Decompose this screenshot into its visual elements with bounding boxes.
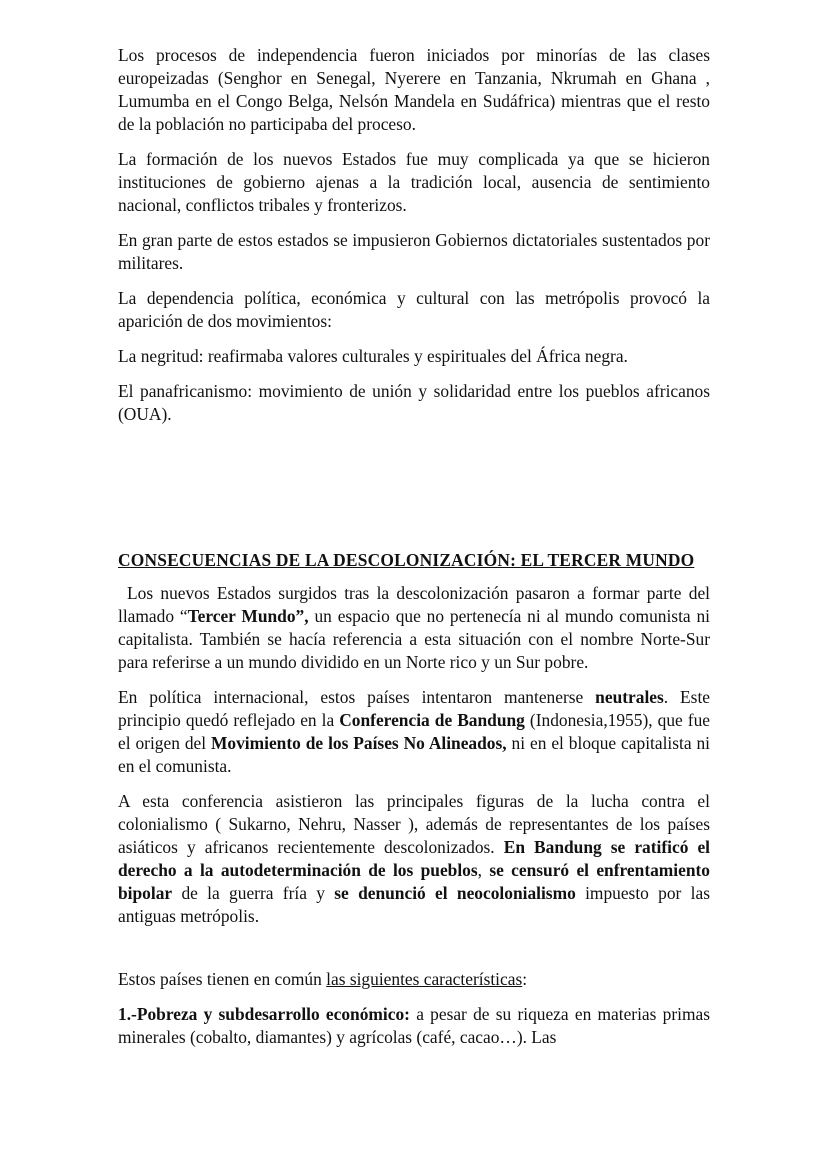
- bold-term: se censuró el enfrentamiento bipolar: [118, 860, 710, 903]
- paragraph-bandung-conference: [118, 790, 710, 928]
- text-run: Estos países tienen en común: [118, 969, 327, 989]
- text-run: En política internacional, estos países intentaron mantenerse: [118, 687, 596, 707]
- bold-term: Conferencia de Bandung: [339, 710, 525, 730]
- paragraph-independence-minorities: Los procesos de independencia fueron iniciados por minorías de las clases europeizadas (Senghor en Senegal, Nyerere en Tanzania, Nkrumah en Ghana , Lumumba en el Congo Belga, Nelsón Mandela en Sudáfrica) mientras que el resto de la población no participaba del proceso.: [118, 45, 710, 134]
- spacer: [118, 438, 710, 549]
- paragraph-politica-internacional: [118, 686, 710, 778]
- bold-term: En Bandung se ratificó el derecho a la autodeterminación de los pueblos: [118, 837, 711, 880]
- paragraph-pobreza: [118, 1003, 710, 1049]
- text-run: un espacio que no pertenecía ni al mundo comunista ni capitalista. También se hacía referencia a esta situación con el nombre Norte-Sur para referirse a un mundo dividido en un Norte rico y un Sur pobre.: [118, 606, 710, 672]
- paragraph-state-formation: La formación de los nuevos Estados fue muy complicada ya que se hicieron instituciones de gobierno ajenas a la tradición local, ausencia de sentimiento nacional, conflictos tribales y fronterizos.: [118, 149, 710, 215]
- paragraph-dictatorial-governments: En gran parte de estos estados se impusieron Gobiernos dictatoriales sustentados por militares.: [118, 230, 710, 273]
- text-run: :: [522, 969, 528, 989]
- bold-term: neutrales: [595, 687, 664, 707]
- text-run: Los nuevos Estados surgidos tras la descolonización pasaron a formar parte del llamado “: [118, 583, 710, 626]
- text-run: ,: [477, 860, 490, 880]
- paragraph-dependence: La dependencia política, económica y cultural con las metrópolis provocó la aparición de dos movimientos:: [118, 288, 710, 331]
- text-run: . Este principio quedó reflejado en la: [118, 687, 710, 730]
- paragraph-negritud: La negritud: reafirmaba valores culturales y espirituales del África negra.: [118, 346, 628, 366]
- text-run: ni en el bloque capitalista ni en el comunista.: [118, 733, 710, 776]
- bold-term: 1.-Pobreza y subdesarrollo económico:: [118, 1004, 410, 1024]
- paragraph-tercer-mundo: [118, 582, 710, 674]
- underlined-term: las siguientes características: [326, 969, 523, 989]
- bold-term: se denunció el neocolonialismo: [334, 883, 576, 903]
- section-heading: CONSECUENCIAS DE LA DESCOLONIZACIÓN: EL TERCER MUNDO: [118, 550, 695, 570]
- bold-term: Tercer Mundo”,: [187, 606, 309, 626]
- spacer: [118, 940, 710, 968]
- text-run: a pesar de su riqueza en materias primas minerales (cobalto, diamantes) y agrícolas (café, cacao…). Las: [118, 1004, 710, 1047]
- paragraph-panafricanismo: El panafricanismo: movimiento de unión y solidaridad entre los pueblos africanos (OUA).: [118, 381, 710, 424]
- text-run: impuesto por las antiguas metrópolis.: [118, 883, 710, 926]
- text-run: (Indonesia,1955), que fue el origen del: [118, 710, 710, 753]
- text-run: A esta conferencia asistieron las principales figuras de la lucha contra el colonialismo ( Sukarno, Nehru, Nasser ), además de representantes de los países asiáticos y africanos recientemente descolonizados.: [118, 791, 710, 857]
- bold-term: Movimiento de los Países No Alineados,: [211, 733, 507, 753]
- text-run: de la guerra fría y: [172, 883, 335, 903]
- paragraph-common-features: [118, 968, 710, 991]
